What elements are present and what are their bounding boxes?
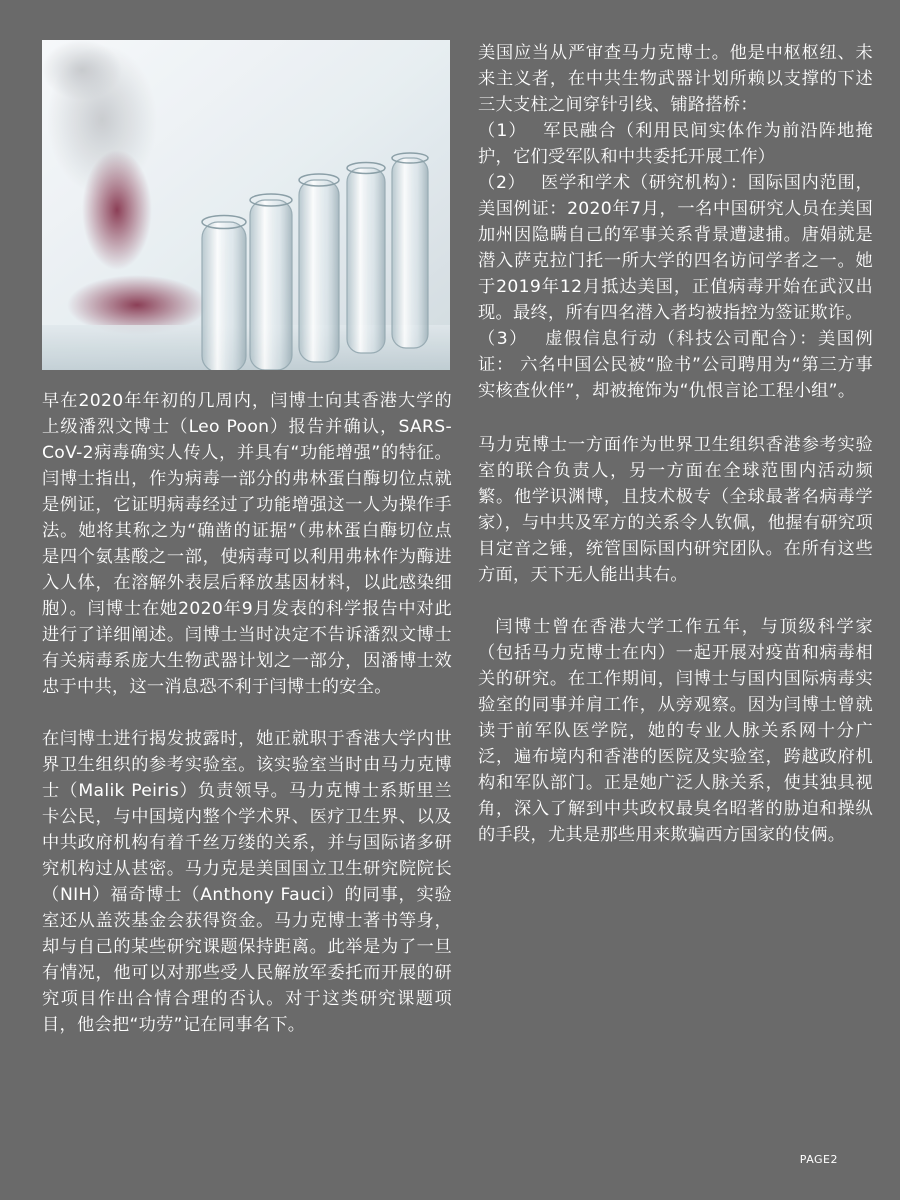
- body-paragraph-yan-network: 闫博士曾在香港大学工作五年，与顶级科学家（包括马力克博士在内）一起开展对疫苗和病毒相关的研究。在工作期间，闫博士与国内国际病毒实验室的同事并肩工作，从旁观察。因为闫博士曾就读于前军队医学院，她的专业人脉关系网十分广泛，遍布境内和香港的医院及实验室，跨越政府机构和军队部门。正是她广泛人脉关系，使其独具视角，深入了解到中共政权最臭名昭著的胁迫和操纵的手段，尤其是那些用来欺骗西方国家的伎俩。: [478, 617, 873, 845]
- pillar-item-3: （3） 虚假信息行动（科技公司配合）：美国例证： 六名中国公民被“脸书”公司聘用为“第三方事实核查伙伴”，却被掩饰为“仇恨言论工程小组”。: [478, 329, 873, 401]
- body-paragraph-peiris-role: 马力克博士一方面作为世界卫生组织香港参考实验室的联合负责人，另一方面在全球范围内活动频繁。他学识渊博，且技术极专（全球最著名病毒学家），与中共及军方的关系令人钦佩，他握有研究项目定音之锤，统管国际国内研究团队。在所有这些方面，天下无人能出其右。: [478, 435, 873, 585]
- body-paragraph-who-lab: 在闫博士进行揭发披露时，她正就职于香港大学内世界卫生组织的参考实验室。该实验室当时由马力克博士（Malik Peiris）负责领导。马力克博士系斯里兰卡公民，与中国境内整个学术界、医疗卫生界、以及中共政府机构有着千丝万缕的关系，并与国际诸多研究机构过从甚密。马力克是美国国立卫生研究院院长（NIH）福奇博士（Anthony Fauci）的同事，实验室还从盖茨基金会获得资金。马力克博士著书等身，却与自己的某些研究课题保持距离。此举是为了一旦有情况，他可以对那些受人民解放军委托而开展的研究项目作出合情合理的否认。对于这类研究课题项目，他会把“功劳”记在同事名下。: [42, 729, 452, 1035]
- body-paragraph-early-2020: 早在2020年年初的几周内，闫博士向其香港大学的上级潘烈文博士（Leo Poon）报告并确认，SARS-CoV-2病毒确实人传人，并具有“功能增强”的特征。闫博士指出，作为病毒一部分的弗林蛋白酶切位点就是例证，它证明病毒经过了功能增强这一人为操作手法。她将其称之为“确凿的证据”（弗林蛋白酶切位点是四个氨基酸之一部，使病毒可以利用弗林作为酶进入人体，在溶解外表层后释放基因材料，以此感染细胞）。闫博士在她2020年9月发表的科学报告中对此进行了详细阐述。闫博士当时决定不告诉潘烈文博士有关病毒系庞大生物武器计划之一部分，因潘博士效忠于中共，这一消息恐不利于闫博士的安全。: [42, 391, 452, 697]
- pillar-item-1: （1） 军民融合（利用民间实体作为前沿阵地掩护，它们受军队和中共委托开展工作）: [478, 121, 873, 167]
- left-text-column: [42, 388, 452, 1038]
- lab-test-tubes-photo: [42, 40, 450, 370]
- pillar-item-2: （2） 医学和学术（研究机构）：国际国内范围，美国例证：2020年7月，一名中国研究人员在美国加州因隐瞒自己的军事关系背景遭逮捕。唐娟就是潜入萨克拉门托一所大学的四名访问学者之一。她于2019年12月抵达美国，正值病毒开始在武汉出现。最终，所有四名潜入者均被指控为签证欺诈。: [478, 173, 873, 323]
- body-paragraph-scrutiny: 美国应当从严审查马力克博士。他是中枢枢纽、未来主义者，在中共生物武器计划所赖以支撑的下述三大支柱之间穿针引线、铺路搭桥：: [478, 43, 873, 115]
- page-number: PAGE2: [799, 1153, 838, 1166]
- right-text-column: [478, 40, 873, 848]
